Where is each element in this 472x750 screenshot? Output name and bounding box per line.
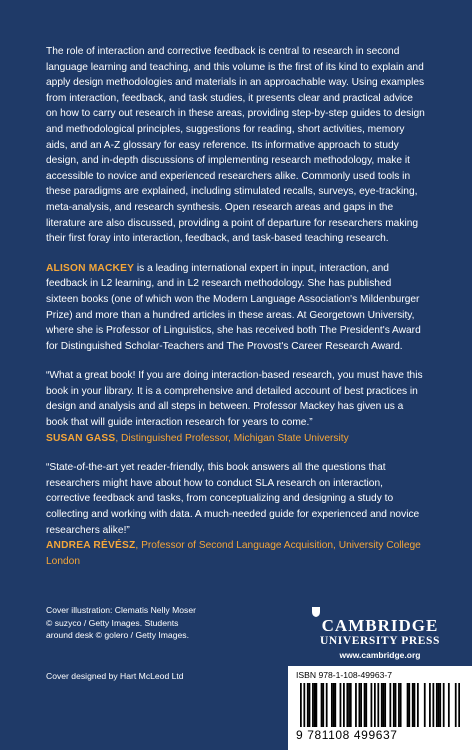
endorsement-1-attribution bbox=[46, 431, 426, 447]
barcode-bar bbox=[331, 683, 333, 727]
credit-line-2: © suzyco / Getty Images. Students bbox=[46, 617, 179, 628]
barcode-bar bbox=[424, 683, 426, 727]
barcode-bar bbox=[312, 683, 314, 727]
barcode-bar bbox=[358, 683, 360, 727]
barcode-bar bbox=[360, 683, 362, 727]
barcode-bar bbox=[346, 683, 348, 727]
barcode-bar bbox=[383, 683, 385, 727]
publisher-url: www.cambridge.org bbox=[339, 650, 421, 660]
cover-credits bbox=[46, 604, 216, 642]
barcode-bar bbox=[371, 683, 373, 727]
barcode-bar bbox=[395, 683, 397, 727]
endorser-1-role: , Distinguished Professor, Michigan State University bbox=[115, 432, 349, 444]
barcode-bar bbox=[340, 683, 342, 727]
endorser-2-name: ANDREA RÉVÉSZ bbox=[46, 540, 136, 552]
text-column bbox=[46, 44, 426, 583]
endorsement-2-attribution bbox=[46, 538, 426, 569]
barcode-bar bbox=[355, 683, 357, 727]
barcode-bar bbox=[414, 683, 416, 727]
barcode-bar bbox=[314, 683, 316, 727]
barcode bbox=[300, 683, 460, 731]
publisher-logo bbox=[288, 600, 472, 666]
barcode-bar bbox=[365, 683, 367, 727]
barcode-bar bbox=[429, 683, 431, 727]
barcode-bar bbox=[439, 683, 441, 727]
barcode-bar bbox=[300, 683, 302, 727]
endorsement-1 bbox=[46, 368, 426, 446]
barcode-bar bbox=[398, 683, 400, 727]
isbn-label: ISBN 978-1-108-49963-7 bbox=[296, 670, 393, 680]
barcode-bar bbox=[309, 683, 311, 727]
barcode-bar bbox=[322, 683, 324, 727]
publisher-subname: UNIVERSITY PRESS bbox=[319, 635, 441, 647]
barcode-bar bbox=[381, 683, 383, 727]
barcode-digits: 9 781108 499637 bbox=[296, 728, 398, 742]
barcode-bar bbox=[377, 683, 379, 727]
author-bio bbox=[46, 261, 426, 355]
cover-designer-credit: Cover designed by Hart McLeod Ltd bbox=[46, 671, 184, 681]
endorser-2-role: , Professor of Second Language Acquisition, University College London bbox=[46, 540, 421, 567]
author-bio-text: is a leading international expert in input, interaction, and feedback in L2 learning, and in L2 research methodology. She has published sixteen books (one of which won the Modern Language Association's Mildenburger Prize) and more than a hundred articles in these areas. At Georgetown University, where she is Professor of Linguistics, she has received both The President's Award for Distinguished Scholar-Teachers and The Provost's Career Research Award. bbox=[46, 262, 421, 352]
barcode-bar bbox=[393, 683, 395, 727]
barcode-bar bbox=[315, 683, 317, 727]
barcode-bar bbox=[350, 683, 352, 727]
barcode-bar bbox=[343, 683, 345, 727]
barcode-bar bbox=[364, 683, 366, 727]
barcode-bar bbox=[407, 683, 409, 727]
barcode-bar bbox=[384, 683, 386, 727]
barcode-bar bbox=[326, 683, 328, 727]
barcode-bar bbox=[436, 683, 438, 727]
barcode-bar bbox=[443, 683, 445, 727]
barcode-bar bbox=[458, 683, 460, 727]
barcode-bar bbox=[448, 683, 450, 727]
barcode-bar bbox=[400, 683, 402, 727]
barcode-bar bbox=[303, 683, 305, 727]
endorser-1-name: SUSAN GASS bbox=[46, 432, 116, 444]
credit-line-3: around desk © golero / Getty Images. bbox=[46, 630, 189, 640]
endorsement-2 bbox=[46, 460, 426, 569]
barcode-bar bbox=[321, 683, 323, 727]
barcode-bar bbox=[348, 683, 350, 727]
barcode-bar bbox=[374, 683, 376, 727]
credit-line-1: Cover illustration: Clematis Nelly Moser bbox=[46, 605, 196, 615]
barcode-bar bbox=[412, 683, 414, 727]
barcode-bar bbox=[417, 683, 419, 727]
barcode-bar bbox=[334, 683, 336, 727]
barcode-bar bbox=[438, 683, 440, 727]
barcode-bar bbox=[333, 683, 335, 727]
barcode-bar bbox=[389, 683, 391, 727]
barcode-bar bbox=[307, 683, 309, 727]
book-description: The role of interaction and corrective feedback is central to research in second language learning and teaching, and this volume is the first of its kind to explain and apply design methodologies and materials in an approachable way. Using examples from interaction, feedback, and task studies, it presents clear and practical advice on how to carry out research in these areas, providing step-by-step guides to design and methodological principles, suggestions for reading, short activities, memory aids, and an A-Z glossary for easy reference. Its informative approach to study design, and in-depth discussions of implementing research methodology, make it accessible to novice and experienced researchers alike. Commonly used tools in these paradigms are explained, including stimulated recalls, surveys, eye-tracking, meta-analysis, and research synthesis. Open research areas and gaps in the literature are also discussed, providing a point of departure for researchers making their first foray into interaction, feedback, and task-based teaching research. bbox=[46, 46, 425, 245]
endorsement-1-text: “What a great book! If you are doing interaction-based research, you must have this book in your library. It is a comprehensive and detailed account of best practices in design and analysis and all steps in between. Professor Mackey has given us a book that will guide interaction research for years to come.” bbox=[46, 370, 423, 429]
barcode-bar bbox=[408, 683, 410, 727]
endorsement-2-text: “State-of-the-art yet reader-friendly, this book answers all the questions that researchers might have about how to conduct SLA research on interaction, corrective feedback and tasks, from conceptualizing and designing a study to collecting and working with data. A much-needed guide for experienced and novice researchers alike!” bbox=[46, 462, 420, 536]
publisher-name: CAMBRIDGE bbox=[321, 616, 439, 635]
barcode-bar bbox=[432, 683, 434, 727]
barcode-bar bbox=[455, 683, 457, 727]
author-name: ALISON MACKEY bbox=[46, 262, 135, 274]
